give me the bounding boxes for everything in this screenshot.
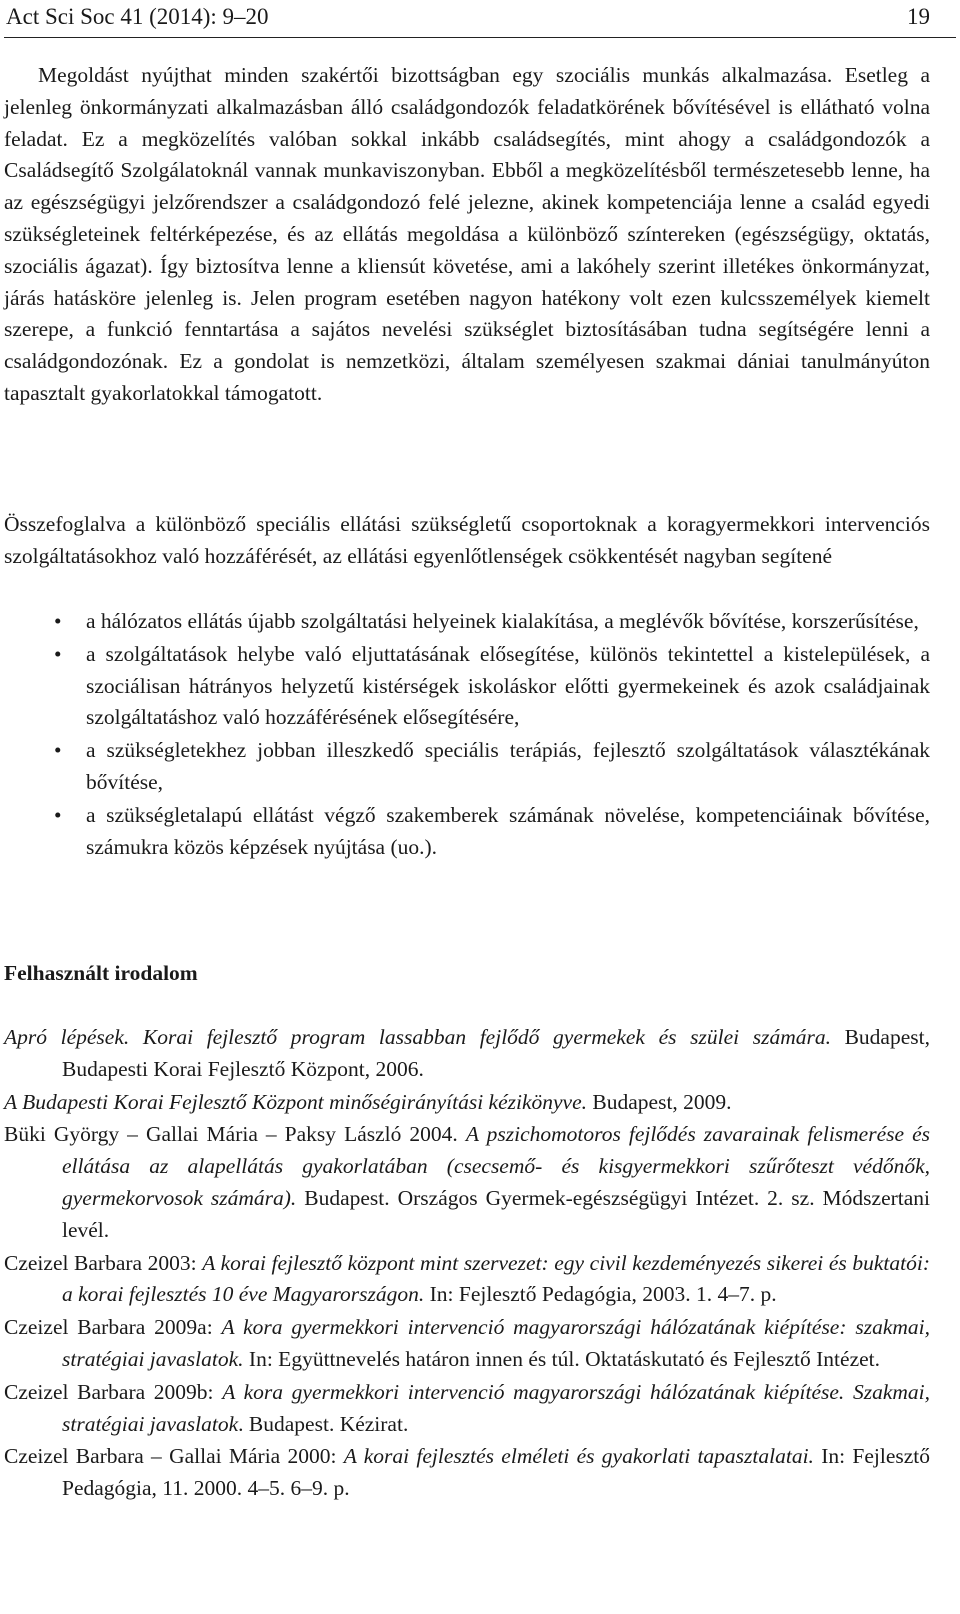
reference-details: Budapest, 2009. <box>587 1089 732 1114</box>
reference-details: In: Fejlesztő Pedagógia, 11. 2000. 4–5. 6–9. p. <box>62 1444 930 1501</box>
list-item <box>4 735 930 799</box>
paragraph-2: Összefoglalva a különböző speciális ellátási szükségletű csoportoknak a koragyermekkori intervenciós szolgáltatásokhoz való hozzáférését, az ellátási egyenlőtlenségek csökkentését nagyban segítené <box>4 512 930 568</box>
reference-author: Büki György – Gallai Mária – Paksy László 2004. <box>4 1122 466 1147</box>
reference-details: Budapest. Országos Gyermek-egészségügyi Intézet. 2. sz. Módszertani levél. <box>62 1185 931 1242</box>
section-heading: Felhasznált irodalom <box>4 961 198 985</box>
bullet-icon: • <box>54 641 62 666</box>
reference-item <box>4 1022 930 1086</box>
reference-title: A kora gyermekkori intervenció magyarországi hálózatának kiépítése. Szakmai, stratégiai javaslatok <box>62 1379 930 1436</box>
reference-item <box>4 1119 930 1246</box>
list-item-text: a szolgáltatások helybe való eljuttatásának elősegítése, különös tekintettel a kistelepülések, a szociálisan hátrányos helyzetű kistérségek iskoláskor előtti gyermekeinek és azok családjainak szolgáltatáshoz való hozzáférésének elősegítésére, <box>86 641 930 730</box>
paragraph-1 <box>4 60 930 410</box>
bullet-icon: • <box>54 609 62 633</box>
list-item <box>4 800 930 864</box>
bullet-icon: • <box>54 802 62 827</box>
bullet-list <box>4 606 930 864</box>
list-item-text: a szükségletekhez jobban illeszkedő speciális terápiás, fejlesztő szolgáltatások választékának bővítése, <box>86 738 930 794</box>
list-item <box>4 639 930 734</box>
reference-details: . Budapest. Kézirat. <box>238 1411 409 1436</box>
list-item <box>4 606 930 638</box>
running-header <box>4 0 956 38</box>
reference-title: A korai fejlesztő központ mint szervezet: egy civil kezdeményezés sikerei és buktatói: a korai fejlesztés 10 éve Magyarországon. <box>62 1250 930 1307</box>
reference-item <box>4 1312 930 1376</box>
list-item-text: a hálózatos ellátás újabb szolgáltatási helyeinek kialakítása, a meglévők bővítése, korszerűsítése, <box>86 609 919 633</box>
reference-title: A kora gyermekkori intervenció magyarországi hálózatának kiépítése: szakmai, stratégiai javaslatok. <box>62 1315 930 1371</box>
reference-details: Budapest, Budapesti Korai Fejlesztő Központ, 2006. <box>62 1025 930 1081</box>
reference-author: Czeizel Barbara 2009a: <box>4 1315 222 1340</box>
page-number: 19 <box>907 4 930 29</box>
reference-item <box>4 1087 930 1119</box>
reference-title: A Budapesti Korai Fejlesztő Központ minőségirányítási kézikönyve. <box>4 1089 588 1114</box>
reference-details: In: Együttnevelés határon innen és túl. Oktatáskutató és Fejlesztő Intézet. <box>243 1346 881 1371</box>
reference-author: Czeizel Barbara 2009b: <box>4 1379 223 1404</box>
reference-author: Czeizel Barbara 2003: <box>4 1250 203 1275</box>
reference-details: In: Fejlesztő Pedagógia, 2003. 1. 4–7. p. <box>424 1282 777 1307</box>
list-item-text: a szükségletalapú ellátást végző szakemberek számának növelése, kompetenciáinak bővítése, számukra közös képzések nyújtása (uo.). <box>86 802 930 859</box>
reference-title: Apró lépések. Korai fejlesztő program lassabban fejlődő gyermekek és szülei számára. <box>4 1025 831 1049</box>
reference-item <box>4 1248 930 1312</box>
bullet-icon: • <box>54 738 62 763</box>
reference-title: A korai fejlesztés elméleti és gyakorlati tapasztalatai. <box>343 1444 814 1469</box>
paragraph-1-text: Megoldást nyújthat minden szakértői bizottságban egy szociális munkás alkalmazása. Esetleg a jelenleg önkormányzati alkalmazásban álló családgondozók feladatkörének bővítésével is ellátható volna feladat. Ez a megközelítés valóban sokkal inkább családsegítés, mint ahogy a családgondozók a Családsegítő Szolgálatoknál vannak munkaviszonyban. Ebből a megközelítésből természetesebb lenne, ha az egészségügyi jelzőrendszer a családgondozó felé jelezne, akinek kompetenciája lenne a család egyedi szükségleteinek feltérképezése, és az ellátás megoldása a különböző színtereken (egészségügy, oktatás, szociális ágazat). Így biztosítva lenne a kliensút követése, ami a lakóhely szerint illetékes önkormányzat, járás hatásköre jelenleg is. Jelen program esetében nagyon hatékony volt ezen kulcsszemélyek kiemelt szerepe, a funkció fenntartása a sajátos nevelési szükséglet biztosításában tudna segítségére lenni a családgondozónak. Ez a gondolat is nemzetközi, általam személyesen szakmai dániai tanulmányúton tapasztalt gyakorlatokkal támogatott. <box>4 63 930 405</box>
journal-citation: Act Sci Soc 41 (2014): 9–20 <box>6 4 269 29</box>
reference-title: A pszichomotoros fejlődés zavarainak felismerése és ellátása az alapellátás gyakorlatában (csecsemő- és kisgyermekkori szűrőteszt védőnők, gyermekorvosok számára). <box>62 1122 930 1210</box>
reference-author: Czeizel Barbara – Gallai Mária 2000: <box>4 1444 344 1469</box>
reference-item <box>4 1377 930 1441</box>
reference-list <box>4 1022 930 1506</box>
reference-item <box>4 1441 930 1505</box>
